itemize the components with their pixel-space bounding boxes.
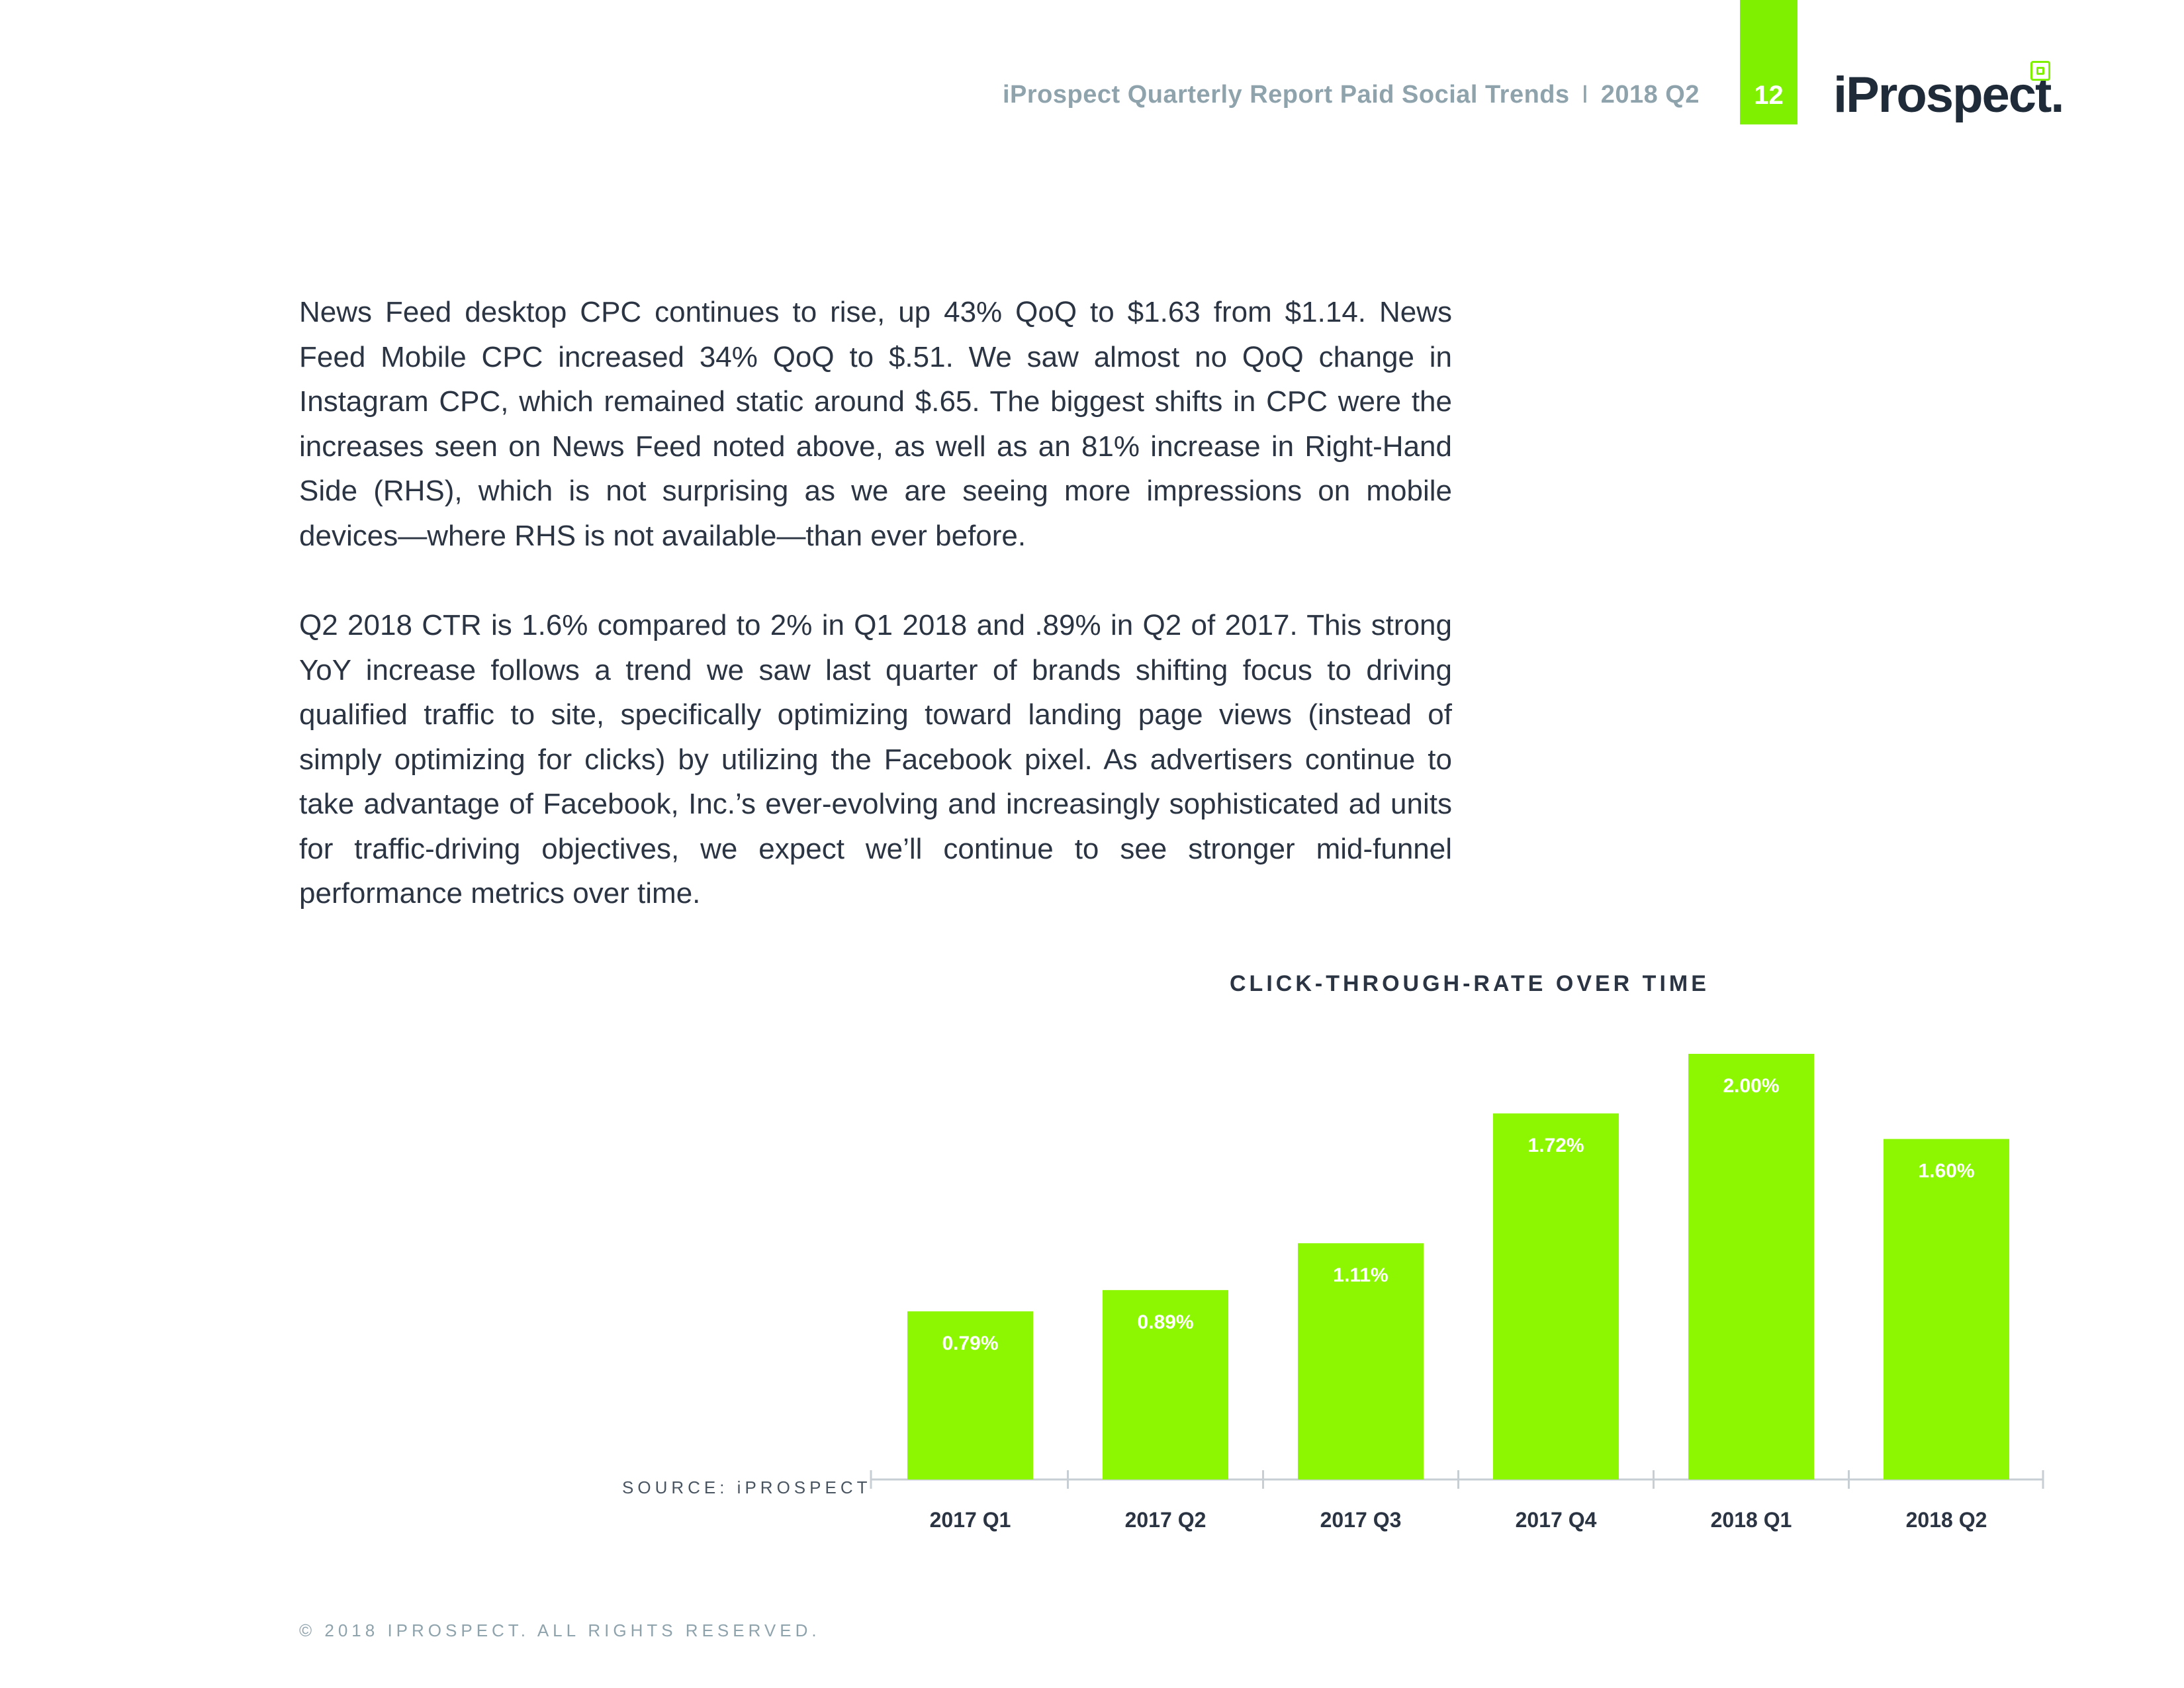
bar-value-label: 1.11% bbox=[1333, 1264, 1388, 1287]
report-period: 2018 Q2 bbox=[1600, 81, 1700, 109]
bar-2018-q1 bbox=[1688, 1054, 1814, 1479]
bar-value-label: 2.00% bbox=[1723, 1075, 1780, 1097]
bar-value-label: 1.72% bbox=[1527, 1135, 1584, 1157]
bar-value-label: 0.79% bbox=[942, 1333, 999, 1355]
copyright-footer: © 2018 IPROSPECT. ALL RIGHTS RESERVED. bbox=[299, 1620, 821, 1640]
x-axis-category-label: 2017 Q1 bbox=[929, 1508, 1011, 1532]
bar-2018-q2 bbox=[1884, 1139, 2009, 1479]
x-axis-category-label: 2017 Q4 bbox=[1515, 1508, 1597, 1532]
x-axis-category-label: 2018 Q2 bbox=[1905, 1508, 1987, 1532]
source-note: SOURCE: iPROSPECT bbox=[622, 1477, 872, 1497]
body-paragraph-2: Q2 2018 CTR is 1.6% compared to 2% in Q1 2018 and .89% in Q2 of 2017. This strong YoY increase follows a trend we saw last quarter of brands shifting focus to driving qualified traffic to site, specifically optimizing toward landing page views (instead of simply optimizing for clicks) by utilizing the Facebook pixel. As advertisers continue to take advantage of Facebook, Inc.’s ever-evolving and increasingly sophisticated ad units for traffic-driving objectives, we expect we’ll continue to see stronger mid-funnel performance metrics over time. bbox=[299, 609, 1452, 910]
x-axis-category-label: 2018 Q1 bbox=[1710, 1508, 1792, 1532]
iprospect-logo: iProspect. bbox=[1833, 67, 2064, 123]
report-title-text: iProspect Quarterly Report Paid Social Trends bbox=[1002, 81, 1570, 109]
bar-value-label: 0.89% bbox=[1137, 1311, 1194, 1333]
bar-value-label: 1.60% bbox=[1918, 1160, 1975, 1182]
header-separator: I bbox=[1581, 81, 1589, 109]
x-axis-category-label: 2017 Q2 bbox=[1124, 1508, 1206, 1532]
body-paragraph-1: News Feed desktop CPC continues to rise, up 43% QoQ to $1.63 from $1.14. News Feed Mobile CPC increased 34% QoQ to $.51. We saw almost no QoQ change in Instagram CPC, which remained static around $.65. The biggest shifts in CPC were the increases seen on News Feed noted above, as well as an 81% increase in Right-Hand Side (RHS), which is not surprising as we are seeing more impressions on mobile devices—where RHS is not available—than ever before. bbox=[299, 296, 1452, 552]
bar-2017-q4 bbox=[1493, 1113, 1619, 1479]
x-axis-category-label: 2017 Q3 bbox=[1320, 1508, 1402, 1532]
page-number: 12 bbox=[1754, 81, 1784, 110]
chart-title: CLICK-THROUGH-RATE OVER TIME bbox=[1230, 971, 1709, 996]
